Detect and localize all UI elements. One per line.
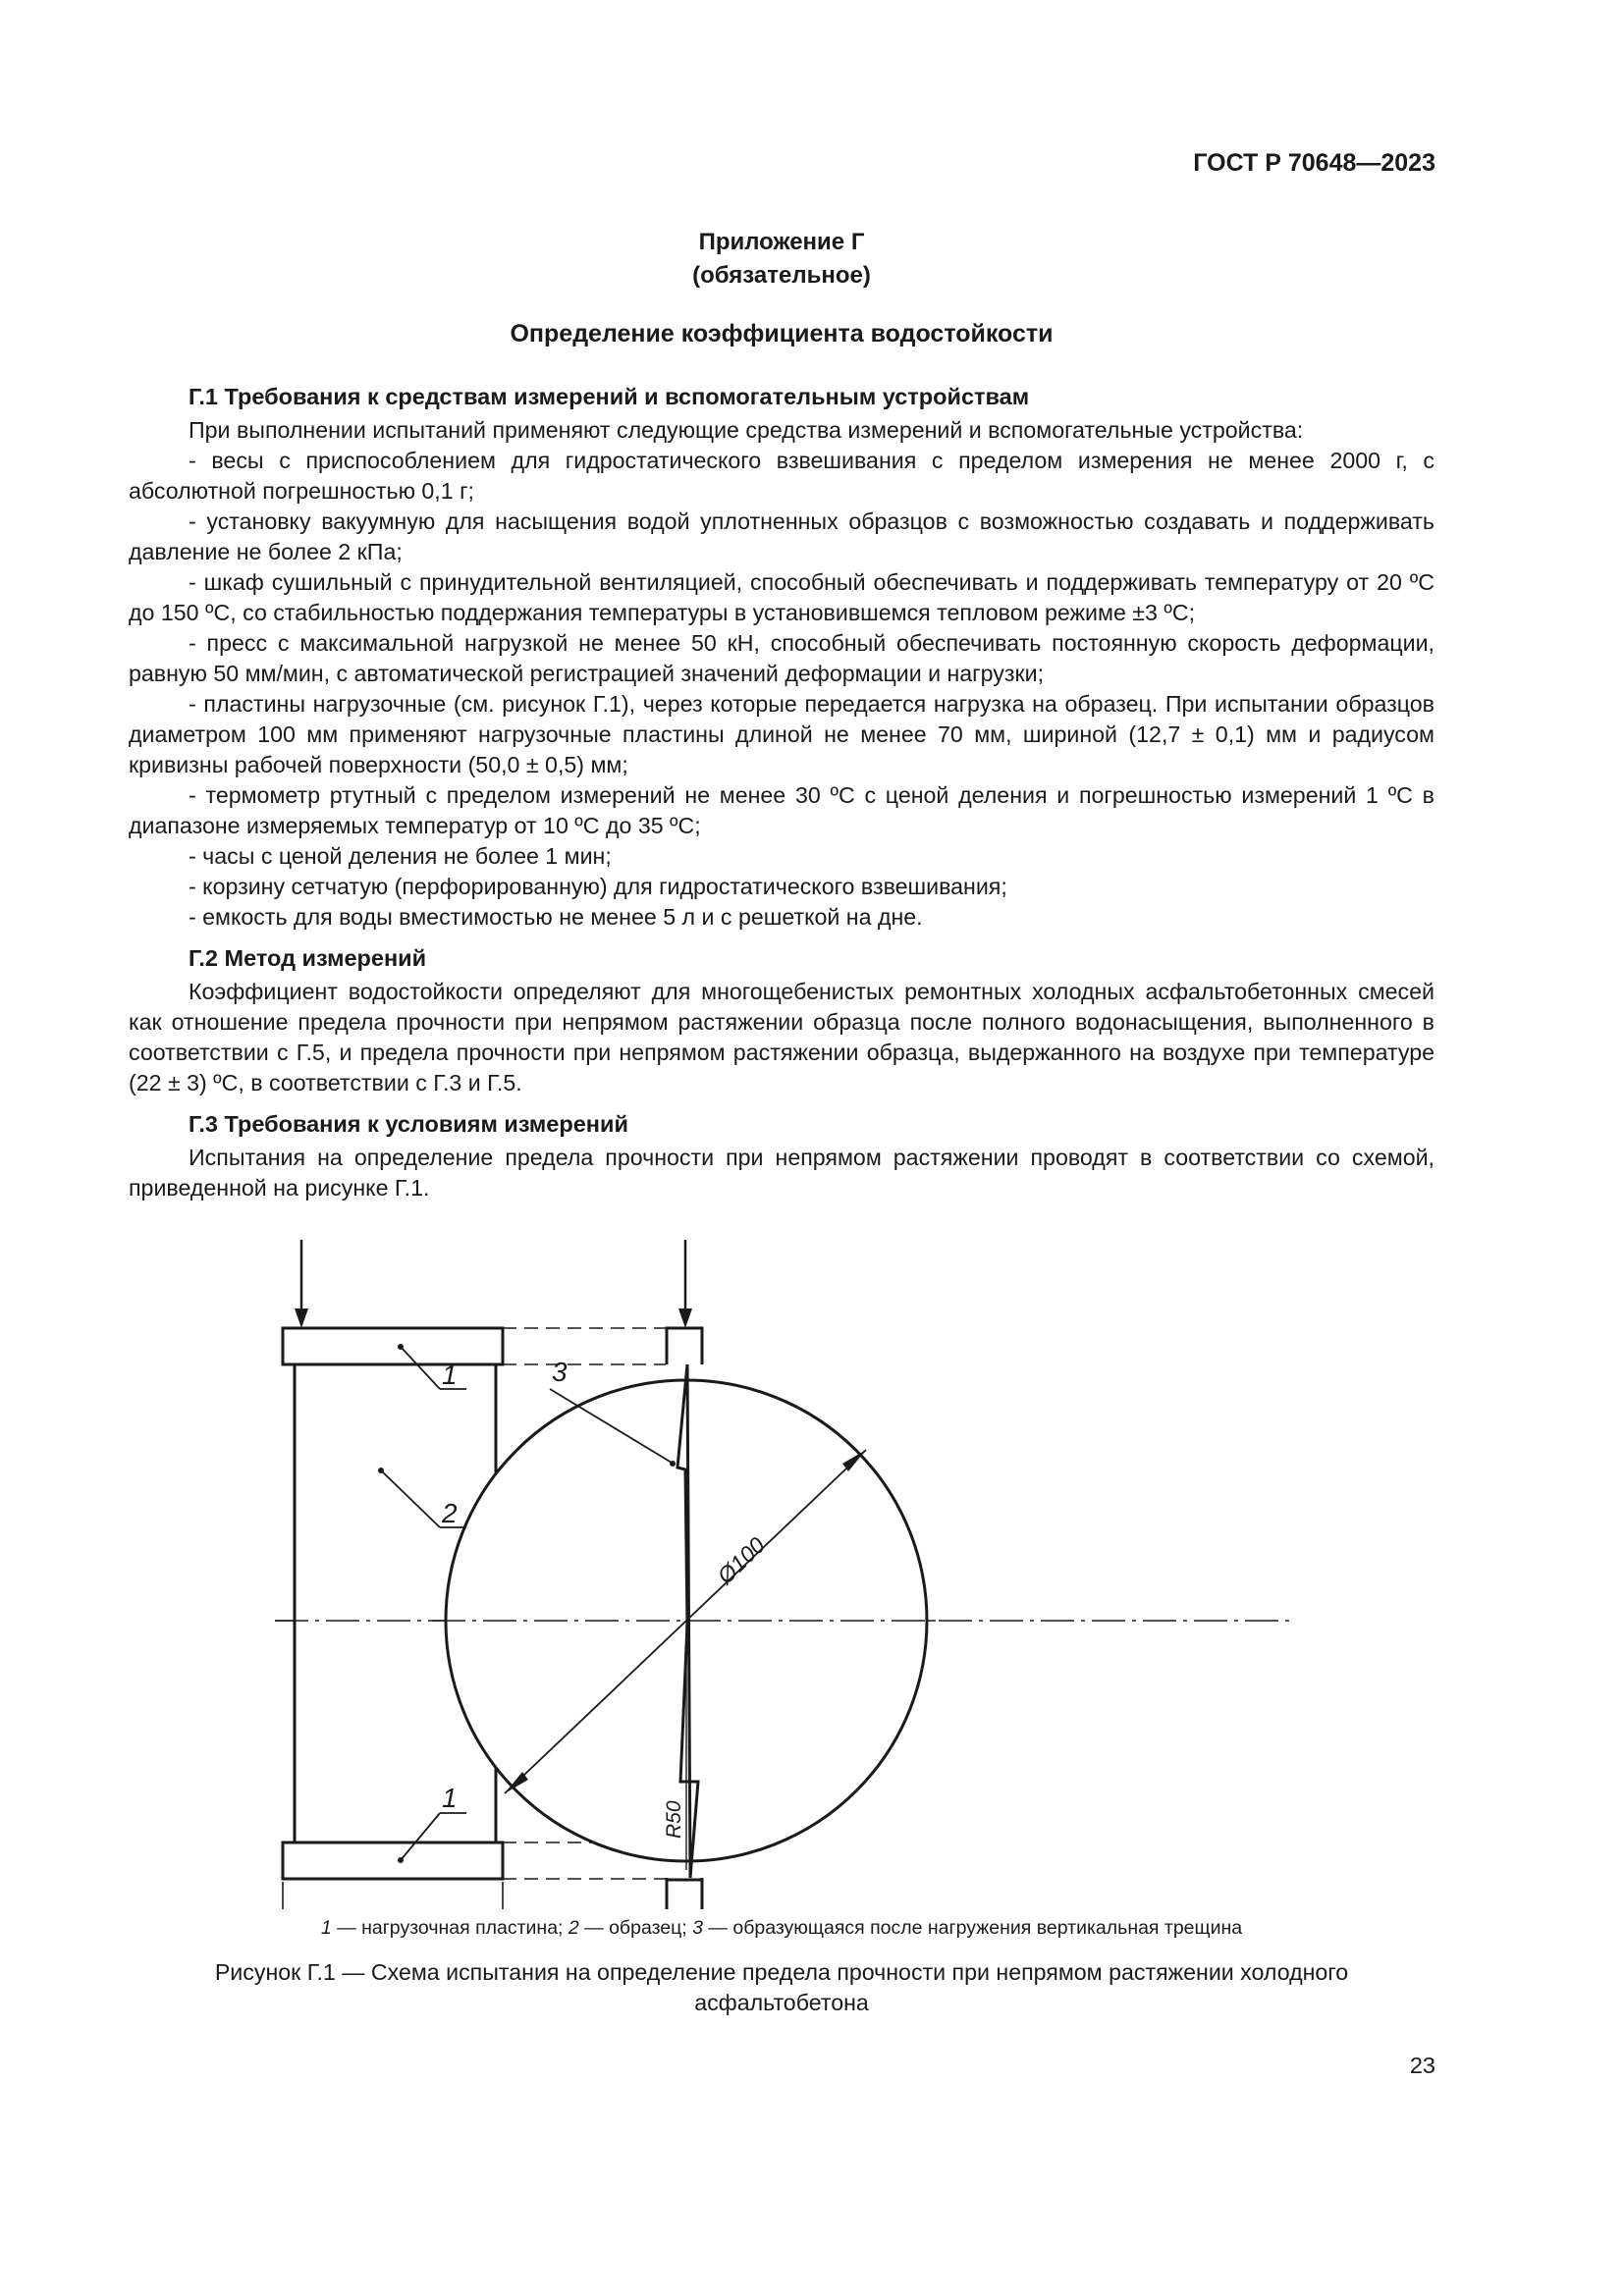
section-heading: Г.3 Требования к условиям измерений: [189, 1111, 628, 1137]
list-item: - установку вакуумную для насыщения водой уплотненных образцов с возможностью создавать и поддерживать давление не более 2 кПа;: [129, 508, 1435, 564]
list-item: - весы с приспособлением для гидростатического взвешивания с пределом измерения не менее 2000 г, с абсолютной погрешностью 0,1 г;: [129, 448, 1435, 504]
appendix-heading: [129, 226, 1435, 293]
section-heading: Г.2 Метод измерений: [189, 945, 427, 971]
figure-caption: Рисунок Г.1 — Схема испытания на определение предела прочности при непрямом растяжении холодного асфальтобетона: [214, 1959, 1349, 2015]
appendix-status: (обязательное): [692, 262, 871, 289]
paragraph: При выполнении испытаний применяют следующие средства измерений и вспомогательные устройства:: [189, 417, 1304, 443]
list-item: - корзину сетчатую (перфорированную) для гидростатического взвешивания;: [189, 874, 1007, 899]
list-item: - термометр ртутный с пределом измерений не менее 30 ºС с ценой деления и погрешностью измерений 1 ºС в диапазоне измеряемых температур от 10 ºС до 35 ºС;: [129, 782, 1435, 838]
list-item: - пластины нагрузочные (см. рисунок Г.1), через которые передается нагрузка на образец. При испытании образцов диаметром 100 мм применяют нагрузочные пластины длиной не менее 70 мм, шириной (12,7 ± 0,1) мм и радиусом кривизны рабочей поверхности (50,0 ± 0,5) мм;: [129, 691, 1435, 777]
appendix-name: Определение коэффициента водостойкости: [510, 320, 1054, 347]
bottom-plate-section: [667, 1880, 702, 1909]
figure-legend: [129, 1917, 1435, 1940]
list-item: - пресс с максимальной нагрузкой не менее 50 кН, способный обеспечивать постоянную скорость деформации, равную 50 мм/мин, с автоматической регистрацией значений деформации и нагрузки;: [129, 630, 1435, 686]
legend-text: — образец;: [578, 1917, 693, 1939]
page-number: 23: [1409, 2053, 1435, 2078]
appendix-title: Приложение Г: [698, 229, 865, 255]
legend-text: — образующаяся после нагружения вертикальная трещина: [703, 1917, 1243, 1939]
label-plate-top: 1: [442, 1360, 458, 1390]
figure-drawing: [265, 1232, 1306, 1909]
top-load-plate: [283, 1328, 503, 1364]
paragraph: Коэффициент водостойкости определяют для многощебенистых ремонтных холодных асфальтобетонных смесей как отношение предела прочности при непрямом растяжении образца после полного водонасыщения, выполненного в соответствии с Г.5, и предела прочности при непрямом растяжении образца, выдержанного на воздухе при температуре (22 ± 3) ºС, в соответствии с Г.3 и Г.5.: [129, 979, 1435, 1095]
section-heading: Г.1 Требования к средствам измерений и вспомогательным устройствам: [189, 384, 1030, 409]
label-specimen: 2: [442, 1498, 458, 1528]
list-item: - часы с ценой деления не более 1 мин;: [189, 843, 612, 869]
document-code: ГОСТ Р 70648—2023: [1193, 149, 1435, 177]
label-crack: 3: [552, 1357, 568, 1387]
figure-g1: [265, 1232, 1306, 1909]
list-item: - шкаф сушильный с принудительной вентиляцией, способный обеспечивать и поддерживать температуру от 20 ºС до 150 ºС, со стабильностью поддержания температуры в установившемся тепловом режиме ±3 ºС;: [129, 569, 1435, 625]
legend-text: — нагрузочная пластина;: [331, 1917, 568, 1939]
dim-diameter: Ø100: [712, 1531, 770, 1589]
dim-radius: R50: [663, 1800, 685, 1839]
body-text: [129, 381, 1435, 1203]
list-item: - емкость для воды вместимостью не менее 5 л и с решеткой на дне.: [189, 904, 923, 930]
paragraph: Испытания на определение предела прочности при непрямом растяжении проводят в соответствии со схемой, приведенной на рисунке Г.1.: [129, 1145, 1435, 1201]
top-plate-section: [667, 1328, 702, 1364]
legend-num: 2: [568, 1917, 579, 1939]
legend-num: 1: [320, 1917, 332, 1939]
legend-num: 3: [692, 1917, 704, 1939]
label-plate-bottom: 1: [442, 1783, 458, 1813]
bottom-load-plate: [283, 1842, 503, 1879]
